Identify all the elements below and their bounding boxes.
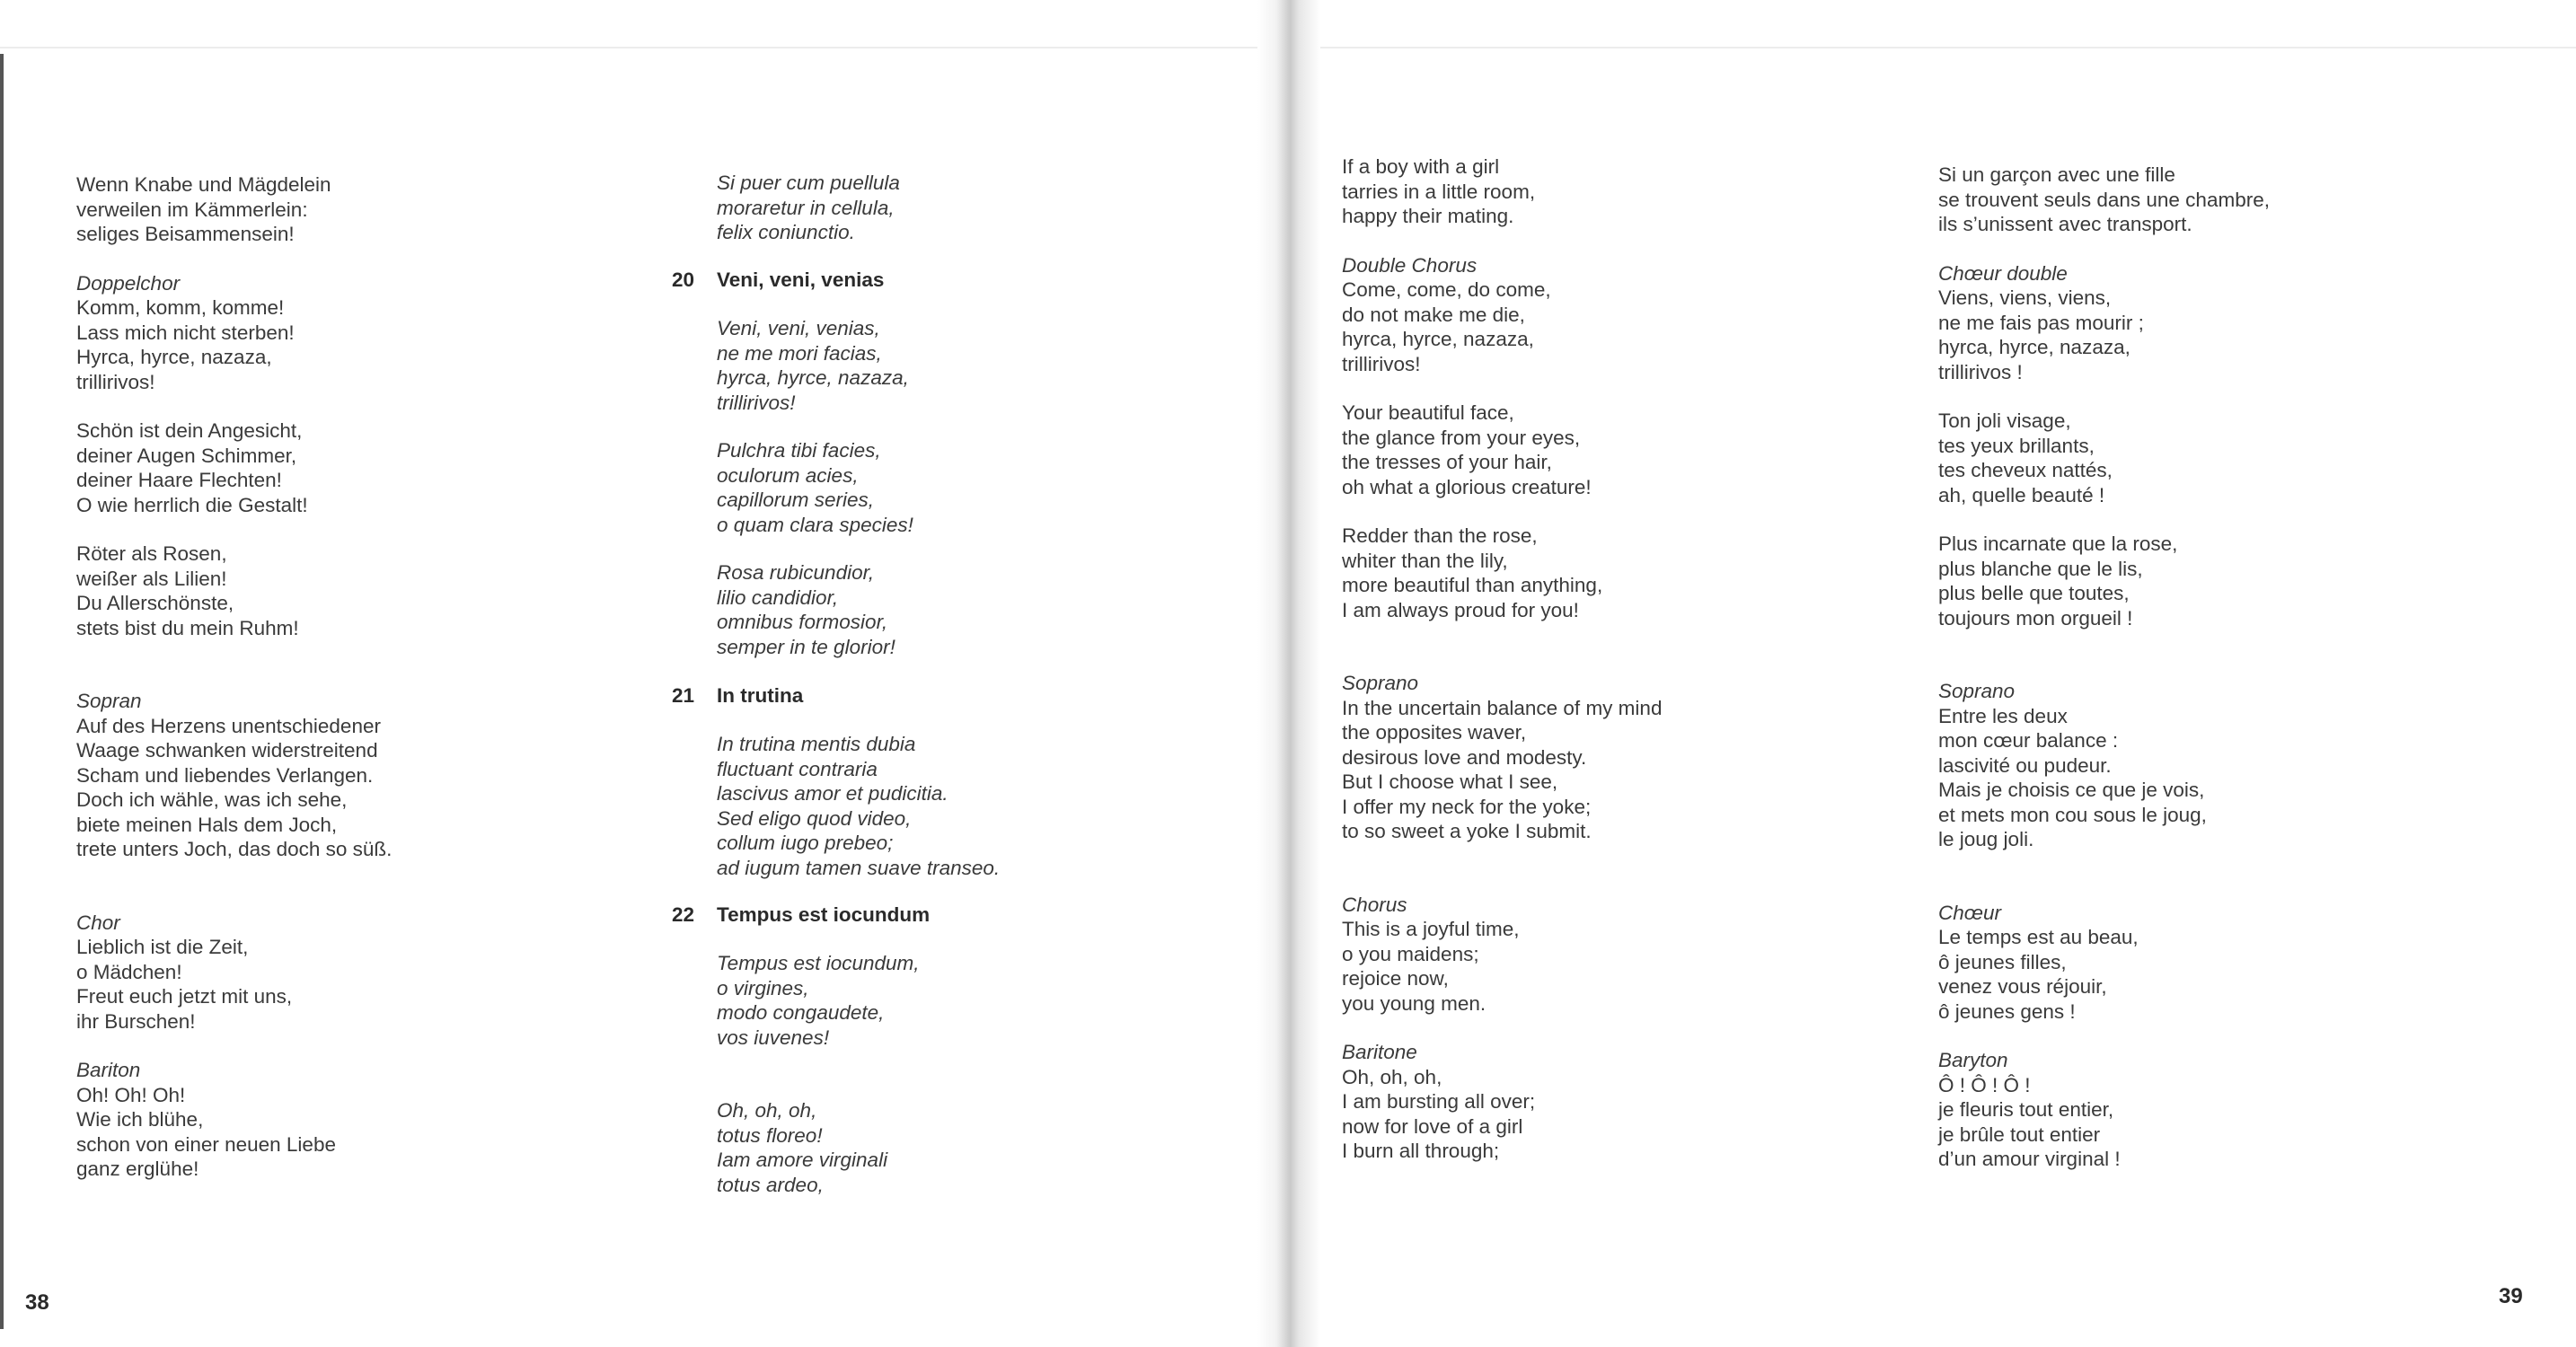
verse-line: Viens, viens, viens, [1938, 286, 2112, 309]
verse-line: ad iugum tamen suave transeo. [717, 856, 1001, 879]
verse-line: Come, come, do come, [1342, 278, 1551, 301]
verse-line: Ô ! Ô ! Ô ! [1938, 1073, 2031, 1096]
verse-line: deiner Haare Flechten! [76, 469, 282, 491]
book-gutter-shadow [1257, 0, 1320, 1347]
verse-line: Entre les deux [1938, 704, 2068, 727]
verse-line: lascivité ou pudeur. [1938, 753, 2112, 777]
section-number-22: 22 [672, 903, 695, 926]
french-stanza-7 [1938, 1073, 2270, 1172]
page-number-left: 38 [25, 1290, 49, 1315]
verse-line: modo congaudete, [717, 1001, 885, 1024]
verse-line: tes cheveux nattés, [1938, 459, 2113, 481]
verse-line: oh what a glorious creature! [1342, 475, 1592, 498]
verse-line: verweilen im Kämmerlein: [76, 198, 308, 221]
latin-stanza-1 [717, 171, 900, 245]
verse-line: hyrca, hyrce, nazaza, [717, 366, 909, 389]
verse-line: oculorum acies, [717, 463, 859, 487]
verse-line: ihr Burschen! [76, 1009, 196, 1033]
verse-line: je brûle tout entier [1938, 1122, 2101, 1146]
verse-line: d’un amour virginal ! [1938, 1148, 2121, 1170]
verse-line: Waage schwanken widerstreitend [76, 739, 378, 762]
verse-line: If a boy with a girl [1342, 155, 1500, 178]
german-chor-label: Chor [76, 911, 120, 934]
verse-line: ô jeunes gens ! [1938, 999, 2076, 1023]
english-stanza-3 [1342, 401, 1662, 499]
english-soprano-label: Soprano [1342, 672, 1419, 694]
french-stanza-5 [1938, 704, 2270, 852]
verse-line: Röter als Rosen, [76, 542, 227, 565]
verse-line: trete unters Joch, das doch so süß. [76, 838, 393, 860]
verse-line: Iam amore virginali [717, 1149, 888, 1171]
verse-line: you young men. [1342, 991, 1486, 1015]
verse-line: This is a joyful time, [1342, 918, 1520, 940]
verse-line: I offer my neck for the yoke; [1342, 795, 1592, 818]
english-column [1342, 154, 1662, 1164]
verse-line: o you maidens; [1342, 942, 1479, 965]
french-stanza-1 [1938, 163, 2270, 237]
verse-line: Sed eligo quod video, [717, 806, 912, 830]
verse-line: mon cœur balance : [1938, 729, 2119, 752]
section-number-21: 21 [672, 684, 695, 707]
verse-line: Wenn Knabe und Mägdelein [76, 173, 331, 196]
verse-line: trillirivos! [1342, 352, 1421, 375]
english-stanza-6 [1342, 917, 1662, 1016]
verse-line: to so sweet a yoke I submit. [1342, 820, 1592, 842]
verse-line: I am bursting all over; [1342, 1090, 1536, 1113]
english-chorus-label: Chorus [1342, 893, 1407, 916]
german-stanza-1 [76, 172, 392, 247]
verse-line: do not make me die, [1342, 303, 1525, 326]
verse-line: the opposites waver, [1342, 721, 1527, 744]
verse-line: trillirivos! [76, 370, 155, 393]
verse-line: Tempus est iocundum, [717, 952, 920, 974]
verse-line: tes yeux brillants, [1938, 434, 2095, 457]
verse-line: Scham und liebendes Verlangen. [76, 763, 374, 787]
verse-line: the glance from your eyes, [1342, 426, 1581, 449]
verse-line: capillorum series, [717, 489, 875, 511]
verse-line: happy their mating. [1342, 205, 1514, 227]
verse-line: stets bist du mein Ruhm! [76, 616, 299, 639]
latin-stanza-2 [717, 316, 909, 415]
verse-line: je fleuris tout entier, [1938, 1098, 2114, 1121]
french-choeur-double-label: Chœur double [1938, 261, 2068, 285]
latin-stanza-4 [717, 560, 895, 659]
english-double-chorus-label: Double Chorus [1342, 253, 1478, 277]
german-doppelchor-label: Doppelchor [76, 271, 181, 295]
verse-line: plus belle que toutes, [1938, 582, 2130, 604]
verse-line: weißer als Lilien! [76, 567, 227, 590]
section-number-20: 20 [672, 269, 695, 291]
verse-line: Hyrca, hyrce, nazaza, [76, 346, 272, 368]
verse-line: lilio candidior, [717, 585, 839, 609]
verse-line: semper in te glorior! [717, 635, 895, 658]
verse-line: le joug joli. [1938, 828, 2034, 850]
verse-line: Doch ich wähle, was ich sehe, [76, 788, 348, 811]
verse-line: hyrca, hyrce, nazaza, [1938, 336, 2130, 358]
german-stanza-3 [76, 418, 392, 517]
verse-line: se trouvent seuls dans une chambre, [1938, 188, 2270, 211]
verse-line: ne me mori facias, [717, 341, 882, 365]
verse-line: the tresses of your hair, [1342, 451, 1552, 473]
latin-stanza-3 [717, 438, 913, 537]
verse-line: desirous love and modesty. [1342, 745, 1587, 769]
english-stanza-4 [1342, 524, 1662, 622]
page-number-right: 39 [2499, 1284, 2523, 1308]
french-soprano-label: Soprano [1938, 680, 2016, 702]
verse-line: Wie ich blühe, [76, 1108, 204, 1131]
verse-line: et mets mon cou sous le joug, [1938, 803, 2207, 826]
verse-line: toujours mon orgueil ! [1938, 606, 2133, 629]
verse-line: moraretur in cellula, [717, 196, 895, 219]
verse-line: Si puer cum puellula [717, 172, 900, 194]
verse-line: O wie herrlich die Gestalt! [76, 493, 308, 516]
verse-line: Freut euch jetzt mit uns, [76, 985, 293, 1008]
verse-line: ô jeunes filles, [1938, 950, 2067, 973]
verse-line: collum iugo prebeo; [717, 832, 894, 854]
verse-line: biete meinen Hals dem Joch, [76, 813, 338, 836]
verse-line: I burn all through; [1342, 1140, 1500, 1162]
verse-line: felix coniunctio. [717, 221, 855, 243]
verse-line: vos iuvenes! [717, 1026, 830, 1049]
english-baritone-label: Baritone [1342, 1041, 1417, 1063]
verse-line: Si un garçon avec une fille [1938, 163, 2175, 186]
verse-line: In trutina mentis dubia [717, 733, 916, 755]
verse-line: But I choose what I see, [1342, 770, 1558, 793]
french-column [1938, 163, 2270, 1172]
english-stanza-1 [1342, 154, 1662, 229]
verse-line: Rosa rubicundior, [717, 561, 875, 584]
verse-line: Plus incarnate que la rose, [1938, 533, 2178, 555]
section-title-22: Tempus est iocundum [717, 903, 931, 926]
german-column [76, 172, 392, 1182]
verse-line: now for love of a girl [1342, 1114, 1523, 1138]
verse-line: trillirivos ! [1938, 360, 2023, 383]
verse-line: Ton joli visage, [1938, 409, 2071, 432]
german-stanza-5 [76, 714, 392, 862]
verse-line: seliges Beisammensein! [76, 223, 295, 245]
verse-line: Oh, oh, oh, [717, 1099, 817, 1122]
verse-line: omnibus formosior, [717, 611, 888, 633]
latin-stanza-6 [717, 951, 920, 1050]
verse-line: schon von einer neuen Liebe [76, 1132, 336, 1156]
french-stanza-6 [1938, 925, 2270, 1024]
french-stanza-2 [1938, 286, 2270, 384]
page-left-edge [0, 54, 4, 1329]
section-title-20: Veni, veni, venias [717, 269, 885, 291]
verse-line: Redder than the rose, [1342, 524, 1538, 547]
verse-line: lascivus amor et pudicitia. [717, 782, 948, 805]
verse-line: Lass mich nicht sterben! [76, 321, 295, 344]
verse-line: I am always proud for you! [1342, 598, 1579, 621]
verse-line: deiner Augen Schimmer, [76, 444, 297, 467]
verse-line: more beautiful than anything, [1342, 574, 1603, 596]
verse-line: venez vous réjouir, [1938, 975, 2107, 998]
verse-line: whiter than the lily, [1342, 549, 1508, 572]
verse-line: fluctuant contraria [717, 757, 878, 780]
verse-line: trillirivos! [717, 391, 796, 414]
french-stanza-4 [1938, 532, 2270, 630]
section-title-21: In trutina [717, 684, 804, 707]
verse-line: Lieblich ist die Zeit, [76, 936, 249, 958]
verse-line: Komm, komm, komme! [76, 296, 285, 319]
german-stanza-4 [76, 541, 392, 640]
verse-line: Your beautiful face, [1342, 401, 1514, 424]
french-baryton-label: Baryton [1938, 1049, 2008, 1071]
verse-line: o quam clara species! [717, 513, 913, 536]
verse-line: Auf des Herzens unentschiedener [76, 714, 381, 737]
verse-line: ne me fais pas mourir ; [1938, 311, 2144, 334]
german-bariton-label: Bariton [76, 1059, 141, 1081]
english-stanza-7 [1342, 1065, 1662, 1164]
verse-line: totus floreo! [717, 1123, 823, 1147]
verse-line: Oh, oh, oh, [1342, 1065, 1442, 1088]
verse-line: ils s’unissent avec transport. [1938, 213, 2192, 235]
verse-line: o virgines, [717, 976, 809, 999]
latin-stanza-5 [717, 732, 1000, 880]
verse-line: tarries in a little room, [1342, 180, 1536, 203]
verse-line: Pulchra tibi facies, [717, 439, 881, 462]
french-choeur-label: Chœur [1938, 901, 2002, 924]
german-stanza-6 [76, 935, 392, 1034]
verse-line: Mais je choisis ce que je vois, [1938, 779, 2205, 801]
german-stanza-2 [76, 295, 392, 394]
verse-line: Du Allerschönste, [76, 592, 234, 614]
french-stanza-3 [1938, 409, 2270, 507]
verse-line: In the uncertain balance of my mind [1342, 696, 1663, 719]
verse-line: Oh! Oh! Oh! [76, 1083, 186, 1106]
verse-line: rejoice now, [1342, 967, 1449, 990]
verse-line: Schön ist dein Angesicht, [76, 419, 303, 442]
english-stanza-5 [1342, 696, 1662, 844]
verse-line: ganz erglühe! [76, 1158, 199, 1180]
verse-line: plus blanche que le lis, [1938, 557, 2143, 580]
verse-line: o Mädchen! [76, 960, 182, 983]
german-stanza-7 [76, 1083, 392, 1182]
verse-line: ah, quelle beauté ! [1938, 483, 2105, 506]
german-sopran-label: Sopran [76, 690, 142, 712]
verse-line: Le temps est au beau, [1938, 926, 2139, 948]
latin-stanza-7 [717, 1098, 887, 1197]
verse-line: totus ardeo, [717, 1173, 824, 1196]
english-stanza-2 [1342, 277, 1662, 376]
verse-line: Veni, veni, venias, [717, 317, 880, 339]
verse-line: hyrca, hyrce, nazaza, [1342, 328, 1534, 350]
